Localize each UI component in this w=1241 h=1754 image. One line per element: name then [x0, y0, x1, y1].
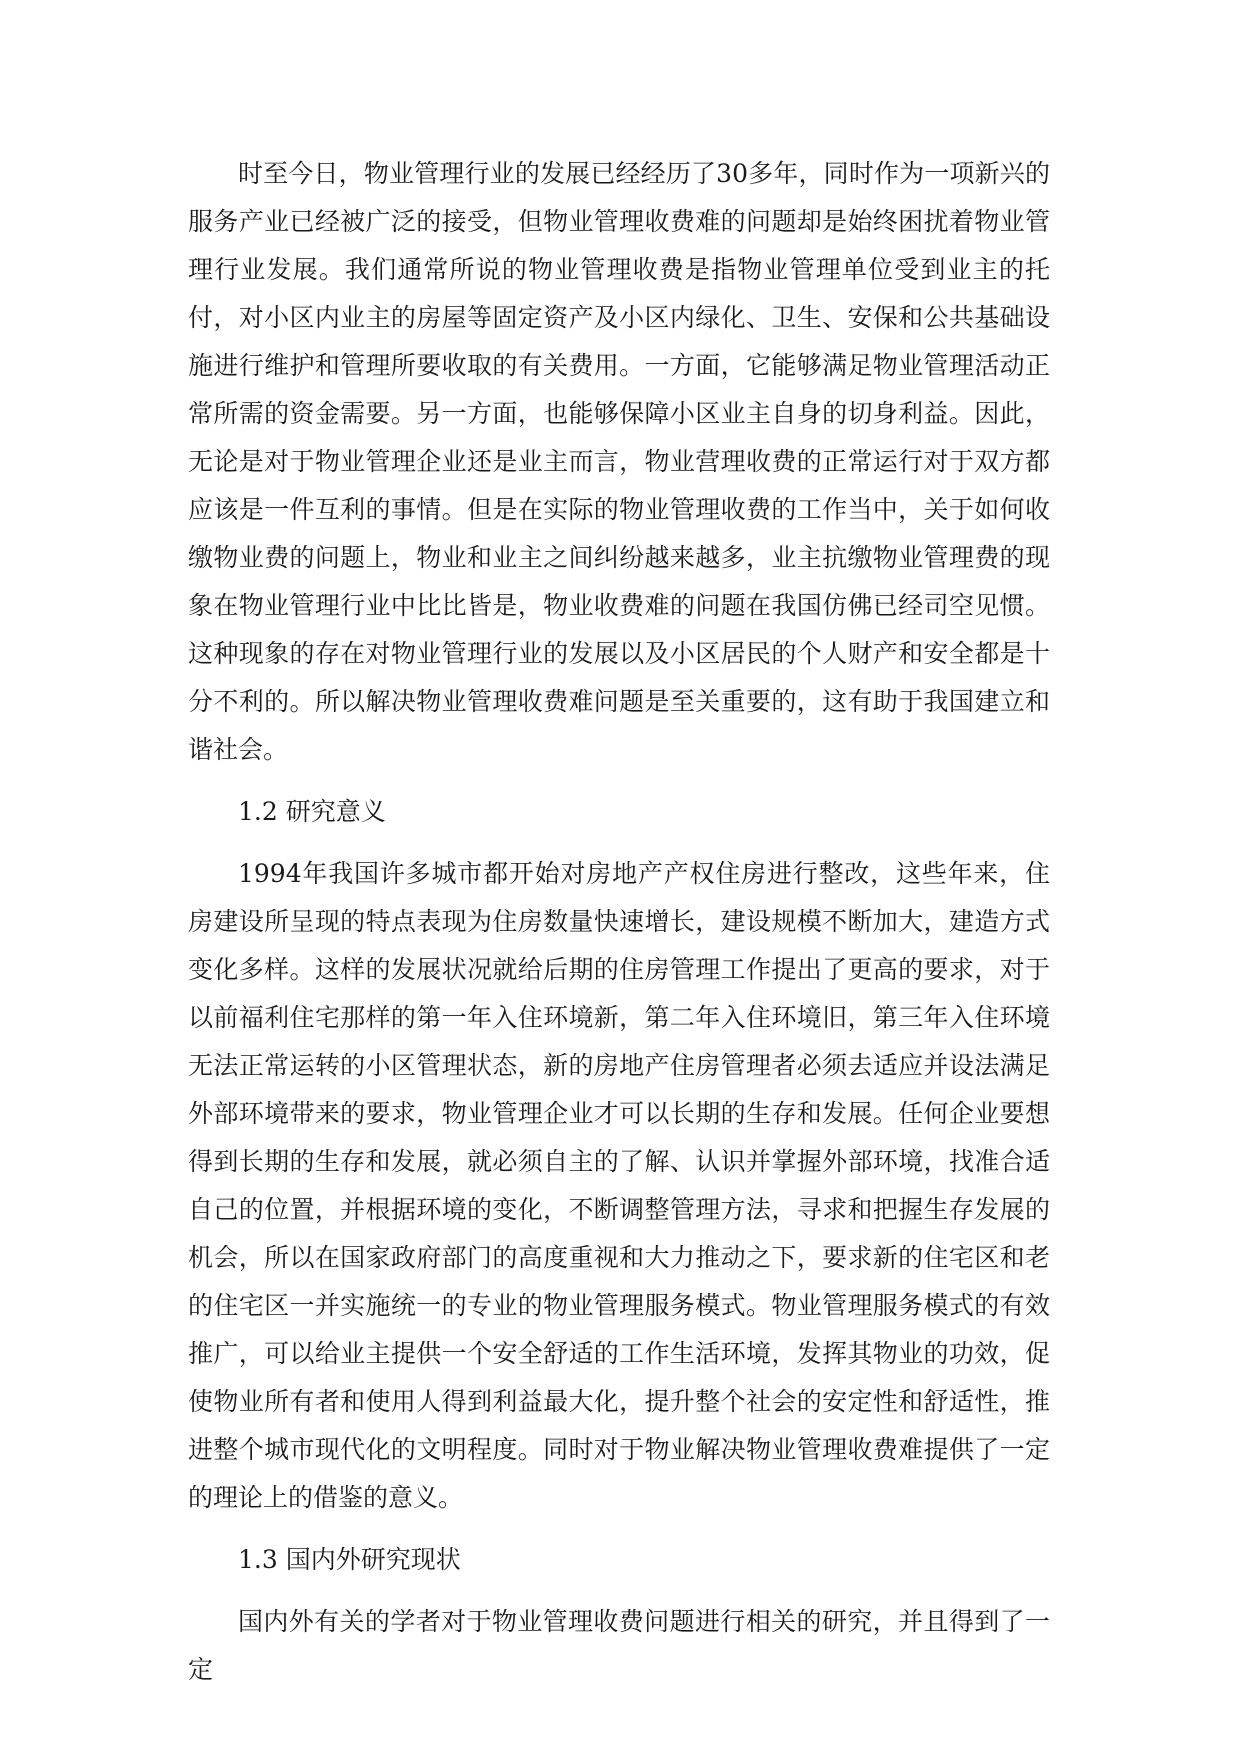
section-heading-1-2: 1.2 研究意义 — [238, 797, 386, 826]
document-body — [188, 150, 1050, 1708]
paragraph-research-status: 国内外有关的学者对于物业管理收费问题进行相关的研究，并且得到了一定 — [188, 1607, 1050, 1684]
paragraph-significance: 1994年我国许多城市都开始对房地产产权住房进行整改，这些年来，住房建设所呈现的特点表现为住房数量快速增长，建设规模不断加大，建造方式变化多样。这样的发展状况就给后期的住房管理工作提出了更高的要求，对于以前福利住宅那样的第一年入住环境新，第二年入住环境旧，第三年入住环境无法正常运转的小区管理状态，新的房地产住房管理者必须去适应并设法满足外部环境带来的要求，物业管理企业才可以长期的生存和发展。任何企业要想得到长期的生存和发展，就必须自主的了解、认识并掌握外部环境，找准合适自己的位置，并根据环境的变化，不断调整管理方法，寻求和把握生存发展的机会，所以在国家政府部门的高度重视和大力推动之下，要求新的住宅区和老的住宅区一并实施统一的专业的物业管理服务模式。物业管理服务模式的有效推广，可以给业主提供一个安全舒适的工作生活环境，发挥其物业的功效，促使物业所有者和使用人得到利益最大化，提升整个社会的安定性和舒适性，推进整个城市现代化的文明程度。同时对于物业解决物业管理收费难提供了一定的理论上的借鉴的意义。 — [188, 859, 1050, 1512]
paragraph-intro: 时至今日，物业管理行业的发展已经经历了30多年，同时作为一项新兴的服务产业已经被广泛的接受，但物业管理收费难的问题却是始终困扰着物业管理行业发展。我们通常所说的物业管理收费是指物业管理单位受到业主的托付，对小区内业主的房屋等固定资产及小区内绿化、卫生、安保和公共基础设施进行维护和管理所要收取的有关费用。一方面，它能够满足物业管理活动正常所需的资金需要。另一方面，也能够保障小区业主自身的切身利益。因此，无论是对于物业管理企业还是业主而言，物业营理收费的正常运行对于双方都应该是一件互利的事情。但是在实际的物业管理收费的工作当中，关于如何收缴物业费的问题上，物业和业主之间纠纷越来越多，业主抗缴物业管理费的现象在物业管理行业中比比皆是，物业收费难的问题在我国仿佛已经司空见惯。这种现象的存在对物业管理行业的发展以及小区居民的个人财产和安全都是十分不利的。所以解决物业管理收费难问题是至关重要的，这有助于我国建立和谐社会。 — [188, 159, 1050, 764]
section-heading-1-3: 1.3 国内外研究现状 — [238, 1545, 461, 1574]
